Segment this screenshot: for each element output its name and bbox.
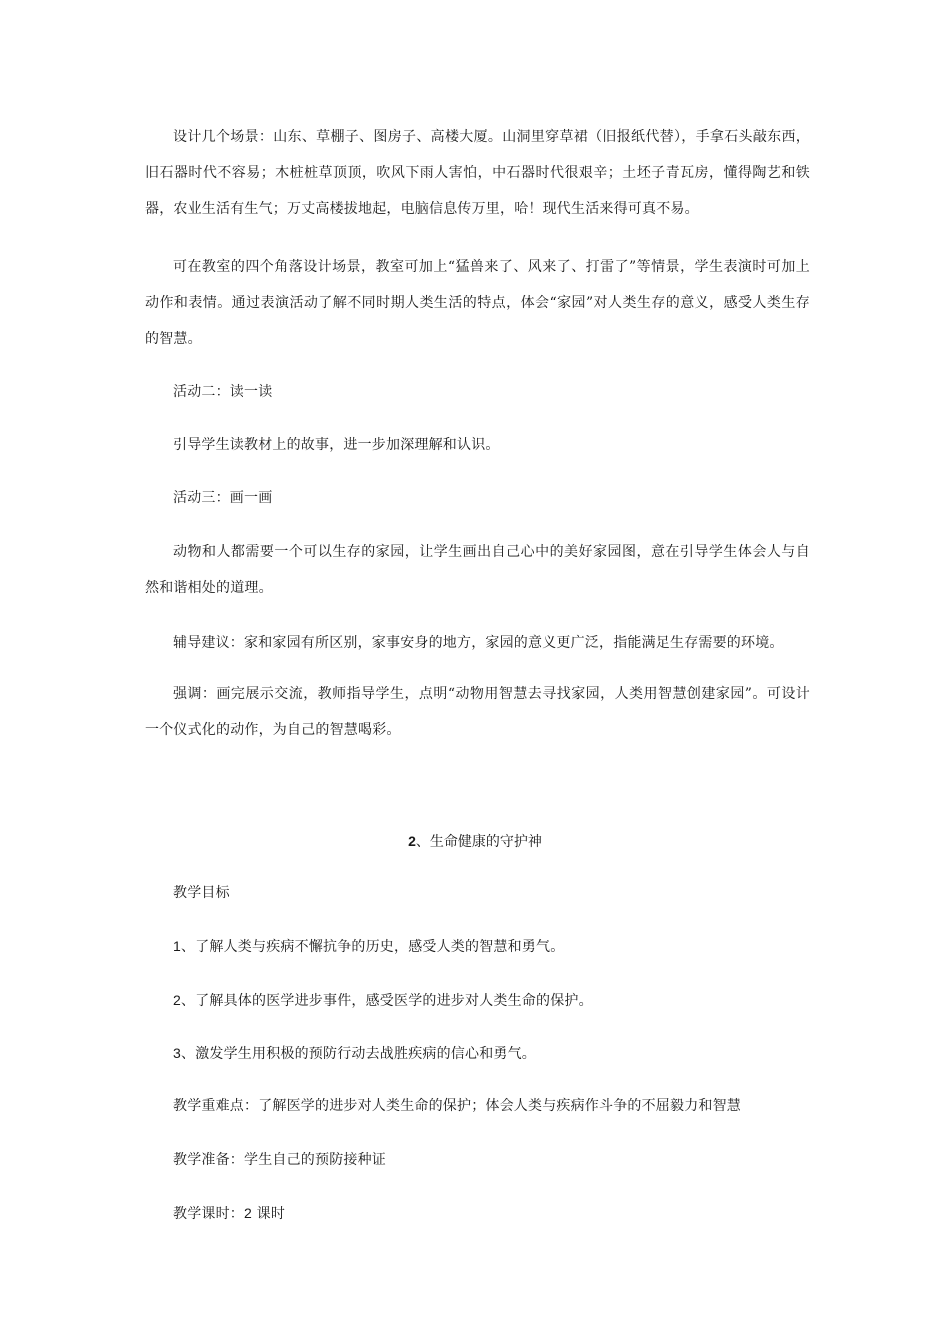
goal-text: 、激发学生用积极的预防行动去战胜疾病的信心和勇气。 (181, 1046, 536, 1062)
guidance-text: 辅导建议：家和家园有所区别，家事安身的地方，家园的意义更广泛，指能满足生存需要的环境。 (173, 635, 784, 651)
goal-item (173, 1043, 536, 1064)
goal-number: 2 (173, 992, 181, 1008)
class-hours-number: 2 (244, 1205, 252, 1221)
classroom-scene-paragraph: 可在教室的四个角落设计场景，教室可加上“猛兽来了、风来了、打雷了”等情景，学生表演时可加上动作和表情。通过表演活动了解不同时期人类生活的特点，体会“家园”对人类生存的意义，感受人类生存的智慧。 (145, 259, 810, 347)
scene-design-paragraph: 设计几个场景：山东、草棚子、图房子、高楼大厦。山洞里穿草裙（旧报纸代替），手拿石头敲东西，旧石器时代不容易；木桩桩草顶顶，吹风下雨人害怕，中石器时代很艰辛；土坯子青瓦房，懂得陶艺和铁器，农业生活有生气；万丈高楼拔地起，电脑信息传万里，哈！现代生活来得可真不易。 (145, 129, 810, 217)
goal-item (173, 990, 593, 1011)
activity-three-heading: 活动三：画一画 (173, 490, 273, 506)
goals-heading: 教学目标 (173, 885, 230, 901)
class-hours-text (173, 1203, 285, 1224)
activity-two-heading: 活动二：读一读 (173, 384, 273, 400)
goal-number: 3 (173, 1045, 181, 1061)
key-points-text: 教学重难点：了解医学的进步对人类生命的保护；体会人类与疾病作斗争的不屈毅力和智慧 (173, 1098, 741, 1114)
goal-text: 、了解具体的医学进步事件，感受医学的进步对人类生命的保护。 (181, 993, 593, 1009)
activity-three-paragraph: 动物和人都需要一个可以生存的家园，让学生画出自己心中的美好家园图，意在引导学生体会人与自然和谐相处的道理。 (145, 544, 810, 596)
goal-item (173, 936, 564, 957)
section-title-number: 2 (408, 833, 416, 849)
section-title (0, 831, 950, 852)
emphasis-paragraph: 强调：画完展示交流，教师指导学生，点明“动物用智慧去寻找家园，人类用智慧创建家园”。可设计一个仪式化的动作，为自己的智慧喝彩。 (145, 686, 810, 738)
activity-two-text: 引导学生读教材上的故事，进一步加深理解和认识。 (173, 437, 500, 453)
class-hours-unit: 课时 (252, 1206, 286, 1222)
section-title-text: 、生命健康的守护神 (415, 834, 542, 850)
class-hours-label: 教学课时： (173, 1206, 244, 1222)
goal-text: 、了解人类与疾病不懈抗争的历史，感受人类的智慧和勇气。 (181, 939, 565, 955)
preparation-text: 教学准备：学生自己的预防接种证 (173, 1152, 386, 1168)
goal-number: 1 (173, 938, 181, 954)
